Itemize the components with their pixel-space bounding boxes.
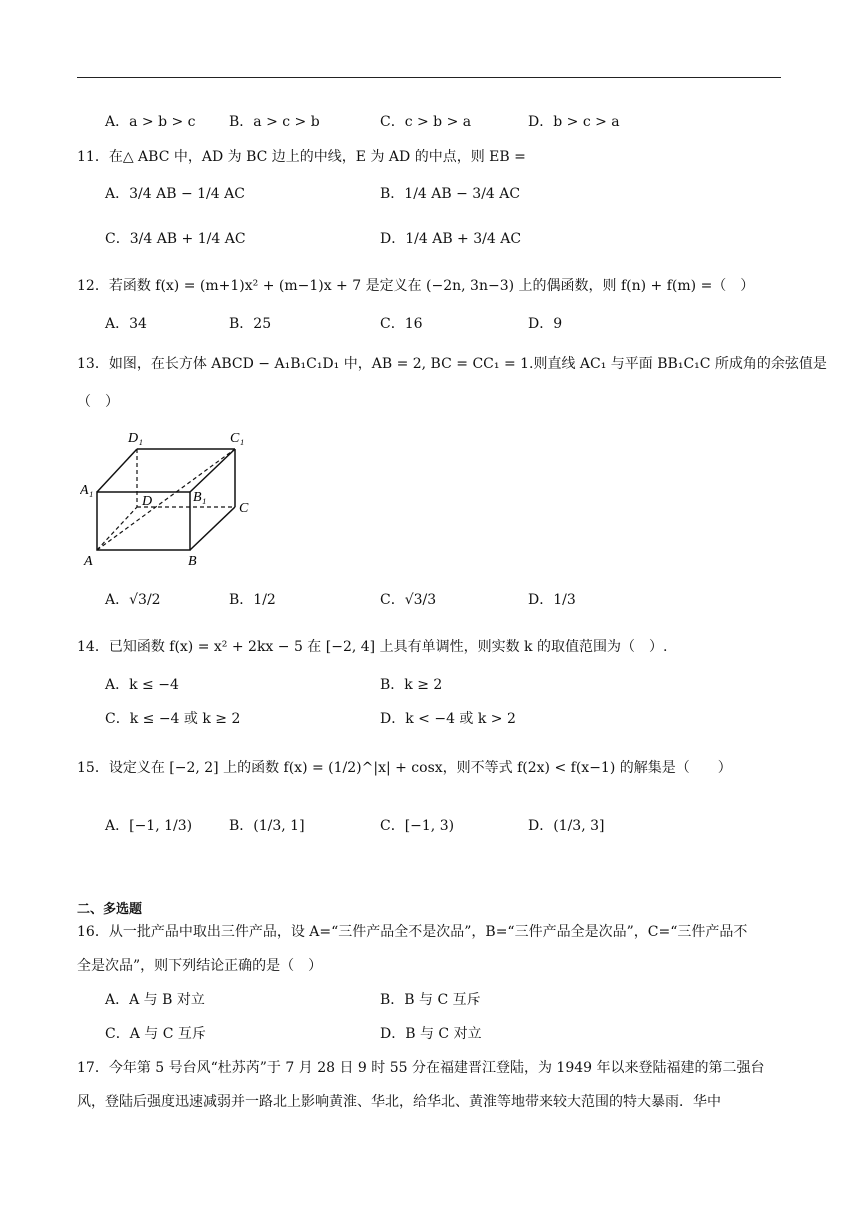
label-c1: C₁ bbox=[230, 431, 245, 446]
q12-option-d: D．9 bbox=[528, 316, 563, 332]
q16-option-d: D．B 与 C 对立 bbox=[380, 1026, 482, 1042]
cuboid-figure bbox=[80, 425, 260, 570]
q10-option-a: A．a > b > c bbox=[105, 114, 196, 130]
q12-option-c: C．16 bbox=[380, 316, 423, 332]
q13-option-d: D．1/3 bbox=[528, 592, 576, 608]
q14-stem: 14．已知函数 f(x) = x² + 2kx − 5 在 [−2, 4] 上具有单调性，则实数 k 的取值范围为（ ）. bbox=[77, 639, 668, 655]
label-b1: B₁ bbox=[193, 490, 207, 505]
q13-stem-line1: 13．如图，在长方体 ABCD − A₁B₁C₁D₁ 中，AB = 2, BC = CC₁ = 1.则直线 AC₁ 与平面 BB₁C₁C 所成角的余弦值是 bbox=[77, 356, 827, 372]
label-d1: D₁ bbox=[128, 431, 143, 446]
label-a: A bbox=[84, 554, 93, 569]
q12-stem: 12．若函数 f(x) = (m+1)x² + (m−1)x + 7 是定义在 (−2n, 3n−3) 上的偶函数，则 f(n) + f(m) =（ ） bbox=[77, 278, 755, 294]
q12-option-a: A．34 bbox=[105, 316, 147, 332]
q13-option-b: B．1/2 bbox=[229, 592, 276, 608]
q16-option-c: C．A 与 C 互斥 bbox=[105, 1026, 206, 1042]
header-rule bbox=[77, 77, 781, 78]
q14-option-a: A．k ≤ −4 bbox=[105, 677, 179, 693]
q14-option-d: D．k < −4 或 k > 2 bbox=[380, 711, 516, 727]
section-title-multiple-choice: 二、多选题 bbox=[77, 902, 143, 917]
q11-option-b: B．1/4 AB − 3/4 AC bbox=[380, 186, 521, 202]
q15-option-a: A．[−1, 1/3) bbox=[105, 818, 193, 834]
q13-option-a: A．√3/2 bbox=[105, 592, 161, 608]
q15-option-b: B．(1/3, 1] bbox=[229, 818, 305, 834]
q10-option-d: D．b > c > a bbox=[528, 114, 620, 130]
q15-option-d: D．(1/3, 3] bbox=[528, 818, 605, 834]
q12-option-b: B．25 bbox=[229, 316, 272, 332]
q13-option-c: C．√3/3 bbox=[380, 592, 437, 608]
q15-option-c: C．[−1, 3) bbox=[380, 818, 455, 834]
q14-option-b: B．k ≥ 2 bbox=[380, 677, 443, 693]
label-c: C bbox=[239, 501, 249, 516]
label-d: D bbox=[142, 494, 153, 509]
q16-stem-line2: 全是次品”，则下列结论正确的是（ ） bbox=[77, 958, 323, 974]
q11-option-c: C．3/4 AB + 1/4 AC bbox=[105, 231, 246, 247]
label-b: B bbox=[188, 554, 197, 569]
q17-stem: 17．今年第 5 号台风“杜苏芮”于 7 月 28 日 9 时 55 分在福建晋江登陆，为 1949 年以来登陆福建的第二强台风，登陆后强度迅速减弱并一路北上影响黄淮、华北，给华北、黄淮等地带来较大范围的特大暴雨．华中 bbox=[77, 1060, 765, 1110]
q11-stem: 11．在△ ABC 中，AD 为 BC 边上的中线，E 为 AD 的中点，则 EB = bbox=[77, 149, 526, 165]
q13-stem-line2: （ ） bbox=[77, 394, 119, 410]
q16-stem-line1: 16．从一批产品中取出三件产品，设 A=“三件产品全不是次品”，B=“三件产品全是次品”，C=“三件产品不 bbox=[77, 924, 748, 940]
q14-option-c: C．k ≤ −4 或 k ≥ 2 bbox=[105, 711, 241, 727]
q10-option-b: B．a > c > b bbox=[229, 114, 320, 130]
q11-option-a: A．3/4 AB − 1/4 AC bbox=[105, 186, 245, 202]
q15-stem: 15．设定义在 [−2, 2] 上的函数 f(x) = (1/2)^|x| + cosx，则不等式 f(2x) < f(x−1) 的解集是（ ） bbox=[77, 760, 732, 776]
q16-option-a: A．A 与 B 对立 bbox=[105, 992, 205, 1008]
q10-option-c: C．c > b > a bbox=[380, 114, 472, 130]
q11-option-d: D．1/4 AB + 3/4 AC bbox=[380, 231, 522, 247]
q16-option-b: B．B 与 C 互斥 bbox=[380, 992, 481, 1008]
label-a1: A₁ bbox=[80, 483, 94, 498]
